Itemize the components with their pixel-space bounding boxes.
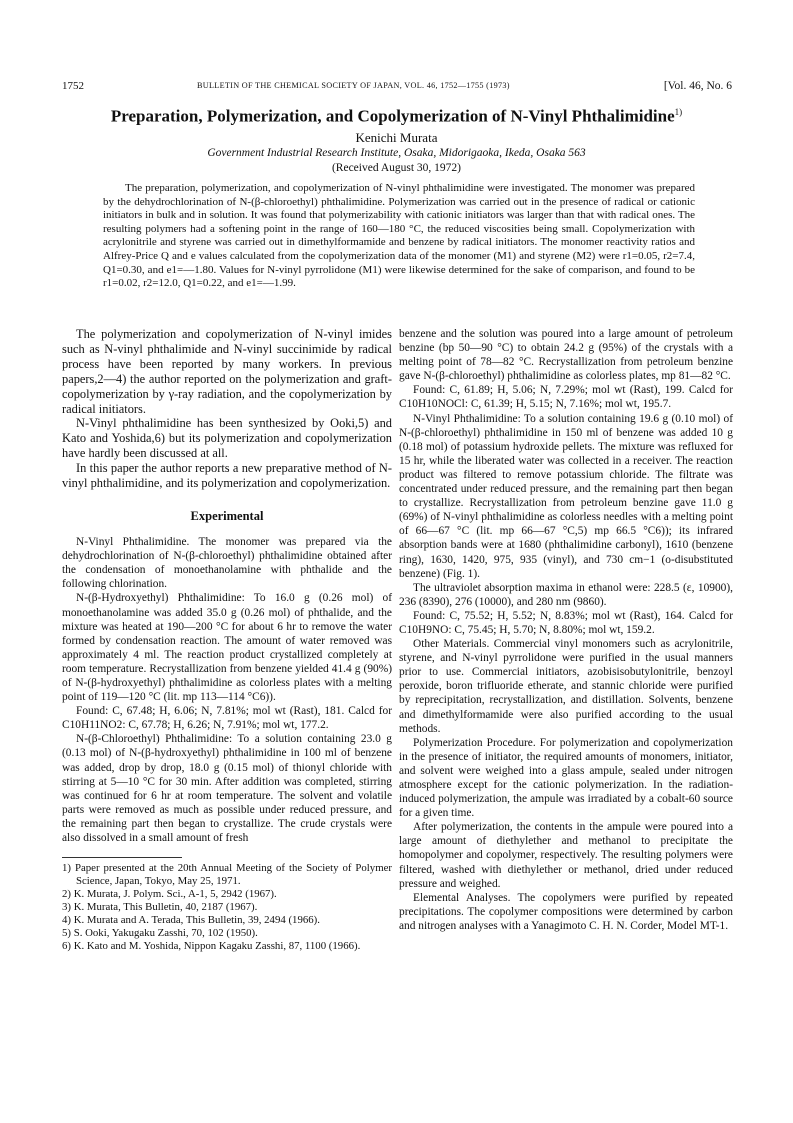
- body-paragraph: Found: C, 61.89; H, 5.06; N, 7.29%; mol wt (Rast), 199. Calcd for C10H10NOCl: C, 61.39; H, 5.15; N, 7.16%; mol wt, 195.7.: [399, 384, 733, 411]
- page-number: 1752: [62, 80, 84, 92]
- body-paragraph: N-(β-Chloroethyl) Phthalimidine: To a solution containing 23.0 g (0.13 mol) of N-(β-hydroxyethyl) phthalimidine in 100 ml of benzene was added, drop by drop, 18.0 g (0.15 mol) of thionyl chloride with stirring at 5—10 °C for 30 min. After addition was completed, stirring was continued for 6 hr at room temperature. The solvent and volatile parts were removed as much as possible under reduced pressure, and the remaining part then began to crystallize. The crude crystals were also dissolved in a small amount of fresh: [62, 733, 392, 845]
- body-paragraph: Polymerization Procedure. For polymerization and copolymerization in the presence of initiator, the required amounts of monomers, initiator, and solvent were weighed into a glass ampule, sealed under nitrogen atmosphere except for the cationic polymerization. In the radiation-induced polymerization, the ampule was irradiated by a cobalt-60 source for a given time.: [399, 736, 733, 820]
- author: Kenichi Murata: [355, 130, 438, 145]
- body-paragraph: Found: C, 67.48; H, 6.06; N, 7.81%; mol wt (Rast), 181. Calcd for C10H11NO2: C, 67.78; H, 6.26; N, 7.91%; mol wt, 177.2.: [62, 705, 392, 732]
- footnote: 1) Paper presented at the 20th Annual Meeting of the Society of Polymer Science, Japan, Tokyo, May 25, 1971.: [62, 862, 392, 888]
- body-paragraph: Other Materials. Commercial vinyl monomers such as acrylonitrile, styrene, and N-vinyl pyrrolidone were purified in the usual manners prior to use. Commercial initiators, azobisisobutylonitrile, benzoyl peroxide, boron trifluoride etherate, and stannic chloride were purified by reprecipitation, recrystallization, and distillation. Solvents, benzene and dimethylformamide were also purified according to the usual methods.: [399, 638, 733, 735]
- intro-paragraph: The polymerization and copolymerization of N-vinyl imides such as N-vinyl phthalimide and N-vinyl succinimide by radical process have been reported by many workers. In previous papers,2—4) the author reported on the polymerization and graft-copolymerization by γ-ray radiation, and the copolymerization by radical initiators.: [62, 327, 392, 416]
- intro-paragraph: In this paper the author reports a new preparative method of N-vinyl phthalimidine, and its polymerization and copolymerization.: [62, 461, 392, 491]
- body-paragraph: Found: C, 75.52; H, 5.52; N, 8.83%; mol wt (Rast), 164. Calcd for C10H9NO: C, 75.45; H, 5.70; N, 8.80%; mol wt, 159.2.: [399, 609, 733, 636]
- intro-paragraph: N-Vinyl phthalimidine has been synthesized by Ooki,5) and Kato and Yoshida,6) but its polymerization and copolymerization have hardly been discussed at all.: [62, 416, 392, 461]
- footnote: 5) S. Ooki, Yakugaku Zasshi, 70, 102 (1950).: [62, 927, 258, 940]
- running-header: [62, 80, 732, 96]
- paper-title-text: Preparation, Polymerization, and Copolymerization of N-Vinyl Phthalimidine: [110, 106, 675, 126]
- body-paragraph: N-(β-Hydroxyethyl) Phthalimidine: To 16.0 g (0.26 mol) of monoethanolamine was added 35.0 g (0.26 mol) of phthalide, and the mixture was heated at 190—200 °C for about 6 hr to remove the water formed by condensation reaction. The amount of water removed was approximately 4 ml. The reaction product crystallized completely at room temperature. Recrystallization from benzene yielded 41.4 g (90%) of N-(β-hydroxyethyl) phthalimidine as colorless plates with a melting point of 119—120 °C (lit. mp 113—114 °C6)).: [62, 592, 392, 704]
- body-paragraph: benzene and the solution was poured into a large amount of petroleum benzine (bp 50—90 °C) to obtain 24.2 g (95%) of the crystals with a melting point of 78—82 °C. Recrystallization from petroleum benzine gave N-(β-chloroethyl) phthalimidine as colorless plates, mp 81—82 °C.: [399, 328, 733, 383]
- body-paragraph: Elemental Analyses. The copolymers were purified by repeated precipitations. The copolymer compositions were determined by carbon and nitrogen analyses with a Yanagimoto C. H. N. Corder, Model MT-1.: [399, 891, 733, 932]
- affiliation: Government Industrial Research Institute, Osaka, Midorigaoka, Ikeda, Osaka 563: [207, 147, 586, 159]
- left-column: [62, 327, 392, 953]
- abstract: The preparation, polymerization, and copolymerization of N-vinyl phthalimidine were investigated. The monomer was prepared by the dehydrochlorination of N-(β-chloroethyl) phthalimidine. Polymerization was carried out in the presence of radical or cationic initiators in bulk and in solution. It was found that polymerizability with cationic initiators was larger than that with radical ones. The resulting polymers had a softening point in the range of 160—180 °C, the reduced viscosities being small. Copolymerization with acrylonitrile and styrene was carried out in dimethylformamide and benzene by radical initiators. The monomer reactivity ratios and Alfrey-Price Q and e values calculated from the copolymerization data of the monomer (M1) and styrene (M2) were r1=0.05, r2=7.4, Q1=0.30, and e1=—1.80. Values for N-vinyl pyrrolidone (M1) were likewise determined for the sake of comparison, and found to be r1=0.02, r2=12.0, Q1=0.22, and e1=—1.99.: [103, 182, 695, 290]
- volume-issue: [Vol. 46, No. 6: [663, 80, 732, 92]
- footnote-divider: [62, 857, 182, 858]
- journal-citation: BULLETIN OF THE CHEMICAL SOCIETY OF JAPAN, VOL. 46, 1752—1755 (1973): [197, 81, 510, 90]
- body-paragraph: The ultraviolet absorption maxima in ethanol were: 228.5 (ε, 10900), 236 (8390), 276 (10000), and 280 nm (9860).: [399, 581, 733, 608]
- introduction: [62, 327, 392, 491]
- body-paragraph: N-Vinyl Phthalimidine. The monomer was prepared via the dehydrochlorination of N-(β-chloroethyl) phthalimidine obtained after the condensation of monoethanolamine with phthalide and the following chlorination.: [62, 536, 392, 591]
- title-footnote-mark: 1): [674, 107, 683, 117]
- footnote: 6) K. Kato and M. Yoshida, Nippon Kagaku Zasshi, 87, 1100 (1966).: [62, 940, 361, 953]
- footnote: 4) K. Murata and A. Terada, This Bulletin, 39, 2494 (1966).: [62, 914, 320, 927]
- paper-title: [50, 102, 743, 127]
- body-paragraph: After polymerization, the contents in the ampule were poured into a large amount of diethylether and methanol to precipitate the homopolymer and copolymer, respectively. The resulting polymers were filtered, washed with diethylether or methanol, dried under reduced pressure and weighed.: [399, 821, 733, 890]
- footnote: 2) K. Murata, J. Polym. Sci., A-1, 5, 2942 (1967).: [62, 888, 277, 901]
- footnotes: [62, 862, 392, 953]
- body-paragraph: N-Vinyl Phthalimidine: To a solution containing 19.6 g (0.10 mol) of N-(β-chloroethyl) phthalimidine in 150 ml of benzene was added 10 g (0.18 mol) of potassium hydroxide pellets. The mixture was refluxed for 15 hr, while the liberated water was collected in a receiver. The reaction product was filtered to remove potassium chloride. The filtrate was concentrated under reduced pressure, and the remaining part then began to crystallize. Recrystallization from petroleum benzine gave 11.0 g (69%) of N-vinyl phthalimidine as colorless needles with a melting point of 66—67 °C (lit. mp 66—67 °C,5) mp 66.5 °C6)); its infrared absorption bands were at 1680 (phthalimidine carbonyl), 1610 (benzene ring), 1630, 1420, 975, 935 (vinyl), and 730 cm−1 (o-disubstituted benzene) (Fig. 1).: [399, 412, 733, 580]
- footnote: 3) K. Murata, This Bulletin, 40, 2187 (1967).: [62, 901, 258, 914]
- right-column: [399, 327, 733, 933]
- received-date: (Received August 30, 1972): [331, 162, 462, 174]
- section-heading-experimental: Experimental: [190, 508, 264, 523]
